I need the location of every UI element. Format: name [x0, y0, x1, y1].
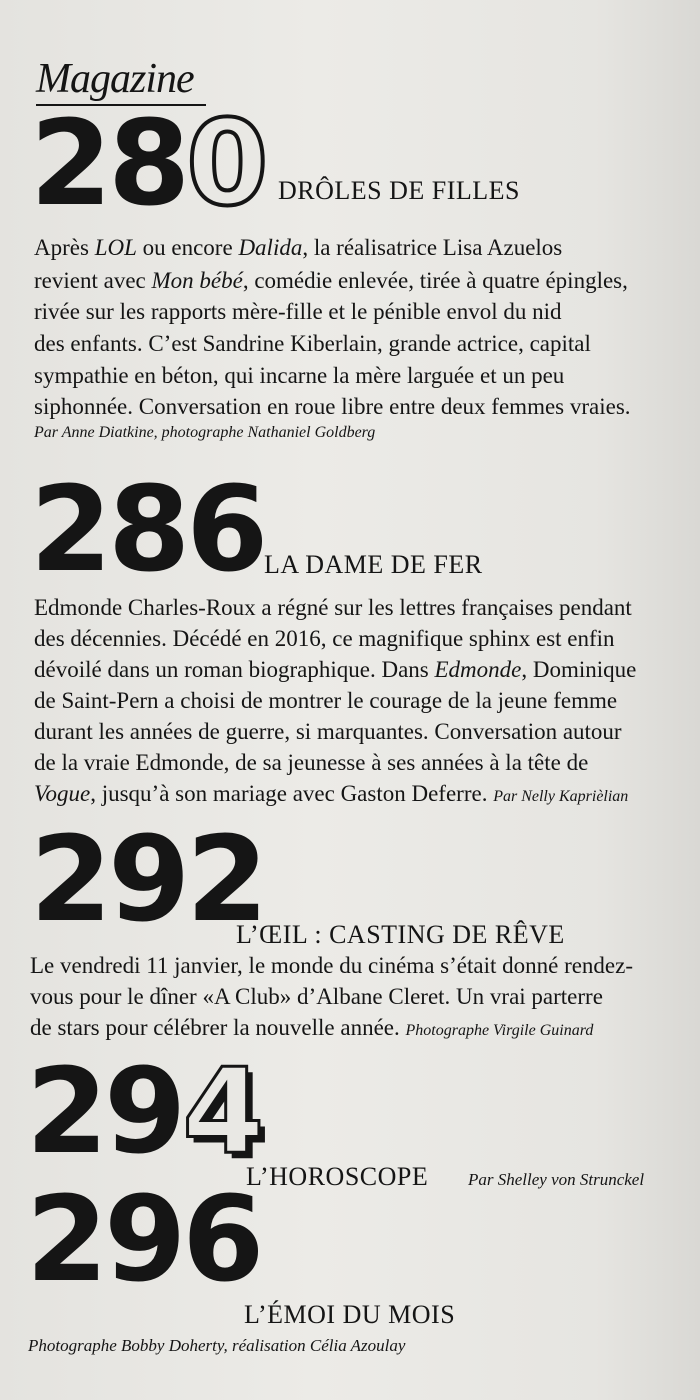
page-number-294-d3: 4: [182, 1042, 261, 1180]
inline-credit: Par Nelly Kaprièlian: [493, 788, 629, 805]
page-number-294: [26, 1042, 261, 1180]
page-number-296: [26, 1170, 261, 1308]
body-line: de stars pour célébrer la nouvelle année. Photographe Virgile Guinard: [30, 1015, 594, 1040]
body-line: siphonnée. Conversation en roue libre entre deux femmes vraies.: [34, 394, 631, 419]
entry-296-credit: Photographe Bobby Doherty, réalisation Célia Azoulay: [28, 1336, 406, 1355]
entry-294-credit: Par Shelley von Strunckel: [468, 1170, 645, 1189]
page-number-294-d2: 9: [104, 1042, 183, 1180]
page-number-292-d1: 2: [30, 810, 109, 948]
body-line: sympathie en béton, qui incarne la mère larguée et un peu: [34, 363, 565, 388]
entry-286-heading: LA DAME DE FER: [264, 550, 483, 579]
page-number-280-d2: 8: [108, 94, 187, 232]
body-line: vous pour le dîner «A Club» d’Albane Cleret. Un vrai parterre: [30, 984, 603, 1009]
page-number-294-d1: 2: [26, 1042, 105, 1180]
entry-280-credit: Par Anne Diatkine, photographe Nathaniel Goldberg: [34, 424, 376, 441]
entry-280-heading: DRÔLES DE FILLES: [278, 176, 520, 205]
magazine-masthead: Magazine: [36, 56, 194, 102]
italic-title: Mon bébé: [151, 268, 243, 293]
page-number-292-d3: 2: [186, 810, 265, 948]
body-line: durant les années de guerre, si marquantes. Conversation autour: [34, 719, 622, 744]
entry-292-body: [30, 950, 700, 1046]
page-number-292-d2: 9: [108, 810, 187, 948]
page-number-280-d3: 0: [186, 94, 265, 232]
page-number-286: [30, 460, 265, 598]
entry-296-heading: L’ÉMOI DU MOIS: [244, 1300, 456, 1329]
page-number-292: [30, 810, 265, 948]
page-number-286-d1: 2: [30, 460, 109, 598]
entry-280-body: [34, 232, 700, 418]
body-line: de Saint-Pern a choisi de montrer le courage de la jeune femme: [34, 688, 618, 713]
italic-title: Vogue: [34, 781, 91, 806]
page-number-286-d3: 6: [186, 460, 265, 598]
page-number-286-d2: 8: [108, 460, 187, 598]
page-number-296-d3: 6: [182, 1170, 261, 1308]
body-line: Edmonde Charles-Roux a régné sur les lettres françaises pendant: [34, 595, 632, 620]
body-line: Le vendredi 11 janvier, le monde du cinéma s’était donné rendez-: [30, 953, 634, 978]
italic-title: LOL: [94, 235, 137, 260]
body-line: Vogue, jusqu’à son mariage avec Gaston Deferre. Par Nelly Kaprièlian: [34, 781, 629, 806]
body-line: des enfants. C’est Sandrine Kiberlain, grande actrice, capital: [34, 331, 591, 356]
body-line: Après LOL ou encore Dalida, la réalisatrice Lisa Azuelos: [34, 235, 563, 260]
entry-294-heading: L’HOROSCOPE: [246, 1162, 429, 1191]
page-number-280-d1: 2: [30, 94, 109, 232]
entry-292-heading: L’ŒIL : CASTING DE RÊVE: [236, 920, 565, 949]
page-number-296-d2: 9: [104, 1170, 183, 1308]
inline-credit: Photographe Virgile Guinard: [405, 1022, 594, 1039]
body-line: revient avec Mon bébé, comédie enlevée, tirée à quatre épingles,: [34, 268, 628, 293]
body-line: rivée sur les rapports mère-fille et le pénible envol du nid: [34, 299, 562, 324]
body-line: des décennies. Décédé en 2016, ce magnifique sphinx est enfin: [34, 626, 615, 651]
italic-title: Edmonde: [434, 657, 522, 682]
page-number-280: [30, 94, 265, 232]
page-number-296-d1: 2: [26, 1170, 105, 1308]
body-line: de la vraie Edmonde, de sa jeunesse à ses années à la tête de: [34, 750, 589, 775]
entry-286-body: [34, 592, 700, 812]
body-line: dévoilé dans un roman biographique. Dans Edmonde, Dominique: [34, 657, 637, 682]
italic-title: Dalida: [238, 235, 303, 260]
